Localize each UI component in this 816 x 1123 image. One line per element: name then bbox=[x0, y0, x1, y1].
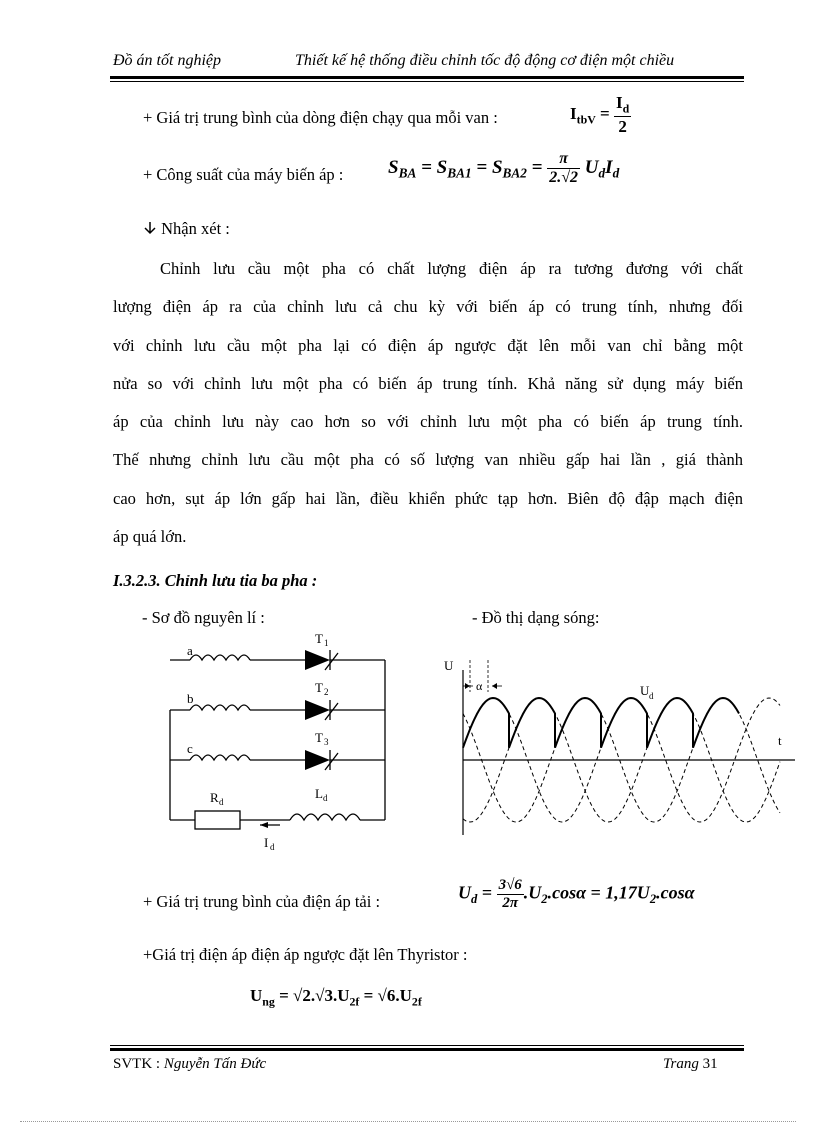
eq-ud-fraction bbox=[497, 877, 524, 912]
eq-ung-sub2: 2f bbox=[349, 994, 360, 1009]
remark-label: Nhận xét : bbox=[161, 219, 230, 238]
eq-ud-num: 3√6 bbox=[498, 877, 522, 893]
header-right: Thiết kế hệ thống điều chỉnh tốc độ động cơ điện một chiều bbox=[295, 52, 675, 69]
footer-page-number: 31 bbox=[702, 1056, 718, 1072]
paragraph-line: với chỉnh lưu cầu một pha lại có điện áp ngược đặt lên mỗi van chỉ bằng một bbox=[113, 335, 743, 355]
paragraph-line: Thế nhưng chỉnh lưu cầu một pha có số lượng van nhiều gấp hai lần , giá thành bbox=[113, 450, 743, 470]
eq-power-s3: S bbox=[491, 156, 503, 178]
eq-power-i: I bbox=[605, 156, 613, 178]
footer-name: Nguyễn Tấn Đức bbox=[163, 1056, 267, 1072]
eq-ud-rest3: .cosα bbox=[656, 882, 695, 903]
label-t1: T bbox=[315, 631, 323, 646]
eq-power-i-sub: d bbox=[612, 165, 620, 181]
alpha-label: α bbox=[476, 679, 483, 693]
eq-ud: $U_d$ = $\frac{3√6}{2\pi}$ $.U_2.\cos\alpha = 1,17U_2.\cos\alpha$ bbox=[458, 877, 695, 911]
axis-t-label: t bbox=[778, 733, 782, 748]
header-left: Đồ án tốt nghiệp bbox=[113, 52, 221, 69]
label-ld: L bbox=[315, 786, 323, 801]
paragraph-line: nửa so với chỉnh lưu một pha có biến áp trung tính. Khả năng sử dụng máy biến bbox=[113, 373, 743, 393]
avg-current-label: + Giá trị trung bình của dòng điện chạy qua mỗi van : bbox=[143, 108, 498, 127]
arrow-down-icon bbox=[143, 221, 157, 235]
eq-current-fraction bbox=[614, 93, 631, 137]
eq-current-num: I bbox=[615, 93, 623, 112]
reverse-label: +Giá trị điện áp điện áp ngược đặt lên Thyristor : bbox=[143, 945, 468, 964]
paragraph-line: Chỉnh lưu cầu một pha có chất lượng điện áp ra tương đương với chất bbox=[160, 259, 743, 278]
eq-power: $S_{BA} = S_{BA1} = S_{BA2}$ = $\frac{\pi}{2.√2}$ $U_dI_d$ bbox=[388, 150, 620, 186]
section-title: I.3.2.3. Chỉnh lưu tia ba pha : bbox=[113, 571, 318, 590]
footer-page-label: Trang bbox=[663, 1056, 703, 1072]
eq-ung-mid2: = √6.U bbox=[359, 986, 412, 1005]
eq-ud-rest1: .U bbox=[523, 882, 542, 903]
eq-ung-mid: = √2.√3.U bbox=[274, 986, 350, 1005]
eq-power-sub1: BA bbox=[398, 165, 417, 181]
label-ld-sub: d bbox=[323, 793, 328, 803]
footer-rule bbox=[110, 1048, 744, 1051]
footer-right bbox=[663, 1056, 718, 1073]
waveform-label: - Đồ thị dạng sóng: bbox=[472, 608, 600, 627]
eq-current-lhs: I bbox=[570, 104, 577, 124]
circuit-diagram bbox=[160, 625, 400, 855]
label-phase-b: b bbox=[187, 691, 194, 706]
eq-power-sub3: BA2 bbox=[502, 165, 527, 181]
eq-ud-lhs: U bbox=[458, 882, 471, 903]
eq-ud-sub: d bbox=[471, 892, 478, 907]
eq-power-den: 2.√2 bbox=[549, 169, 579, 186]
eq-current-lhs-sub: tbV bbox=[576, 112, 596, 127]
avg-voltage-label: + Giá trị trung bình của điện áp tải : bbox=[143, 892, 381, 911]
eq-ud-sub2: 2 bbox=[541, 892, 548, 907]
footer-left bbox=[113, 1056, 266, 1073]
schematic-label: - Sơ đồ nguyên lí : bbox=[142, 608, 265, 627]
ud-label: U bbox=[640, 683, 650, 698]
ud-sub: d bbox=[649, 691, 654, 701]
header-rule bbox=[110, 76, 744, 79]
label-t1-sub: 1 bbox=[324, 638, 329, 648]
eq-current-num-sub: d bbox=[622, 101, 630, 116]
label-rd-sub: d bbox=[219, 797, 224, 807]
label-phase-a: a bbox=[187, 643, 193, 658]
eq-current: $I_{tbV}$ = $\frac{I_d}{2}$ bbox=[570, 93, 630, 137]
paragraph bbox=[113, 250, 743, 556]
eq-ud-den: 2π bbox=[502, 895, 519, 911]
eq-ud-sub3: 2 bbox=[649, 892, 657, 907]
waveform-diagram bbox=[440, 650, 800, 840]
header-rule-thin bbox=[110, 81, 744, 82]
eq-power-s2: S bbox=[436, 156, 448, 178]
label-rd: R bbox=[210, 790, 219, 805]
footer-prefix: SVTK : bbox=[113, 1056, 164, 1072]
remark bbox=[143, 219, 230, 239]
eq-power-u-sub: d bbox=[598, 165, 606, 181]
eq-ung-lhs: U bbox=[250, 986, 263, 1005]
paragraph-line: cao hơn, sụt áp lớn gấp hai lần, điều khiển phức tạp hơn. Biên độ đập mạch điện bbox=[113, 488, 743, 508]
axis-u-label: U bbox=[444, 658, 454, 673]
label-t2-sub: 2 bbox=[324, 687, 329, 697]
label-t2: T bbox=[315, 680, 323, 695]
bottom-dotted-line bbox=[20, 1121, 796, 1122]
eq-power-s1: S bbox=[388, 156, 399, 178]
label-id-sub: d bbox=[270, 842, 275, 852]
footer-rule-thin bbox=[110, 1045, 744, 1046]
eq-power-num: π bbox=[547, 150, 580, 169]
label-t3-sub: 3 bbox=[324, 737, 329, 747]
eq-ung-sub: ng bbox=[262, 994, 275, 1009]
power-label: + Công suất của máy biến áp : bbox=[143, 165, 344, 184]
eq-ud-rest2: .cosα = 1,17U bbox=[547, 882, 650, 903]
eq-ung-sub3: 2f bbox=[411, 994, 422, 1009]
eq-power-sub2: BA1 bbox=[447, 165, 472, 181]
eq-ung bbox=[250, 986, 422, 1009]
label-t3: T bbox=[315, 730, 323, 745]
label-id: I bbox=[264, 835, 269, 850]
eq-power-u: U bbox=[584, 156, 599, 178]
paragraph-line: lượng điện áp ra của chỉnh lưu cả chu kỳ với biến áp có trung tính, nhưng đối bbox=[113, 297, 743, 317]
eq-power-fraction bbox=[547, 150, 580, 187]
paragraph-line: áp của chỉnh lưu này cao hơn so với chỉnh lưu một pha có biến áp trung tính. bbox=[113, 412, 743, 432]
paragraph-line: áp quá lớn. bbox=[113, 527, 187, 547]
eq-current-den: 2 bbox=[618, 117, 627, 137]
label-phase-c: c bbox=[187, 741, 193, 756]
